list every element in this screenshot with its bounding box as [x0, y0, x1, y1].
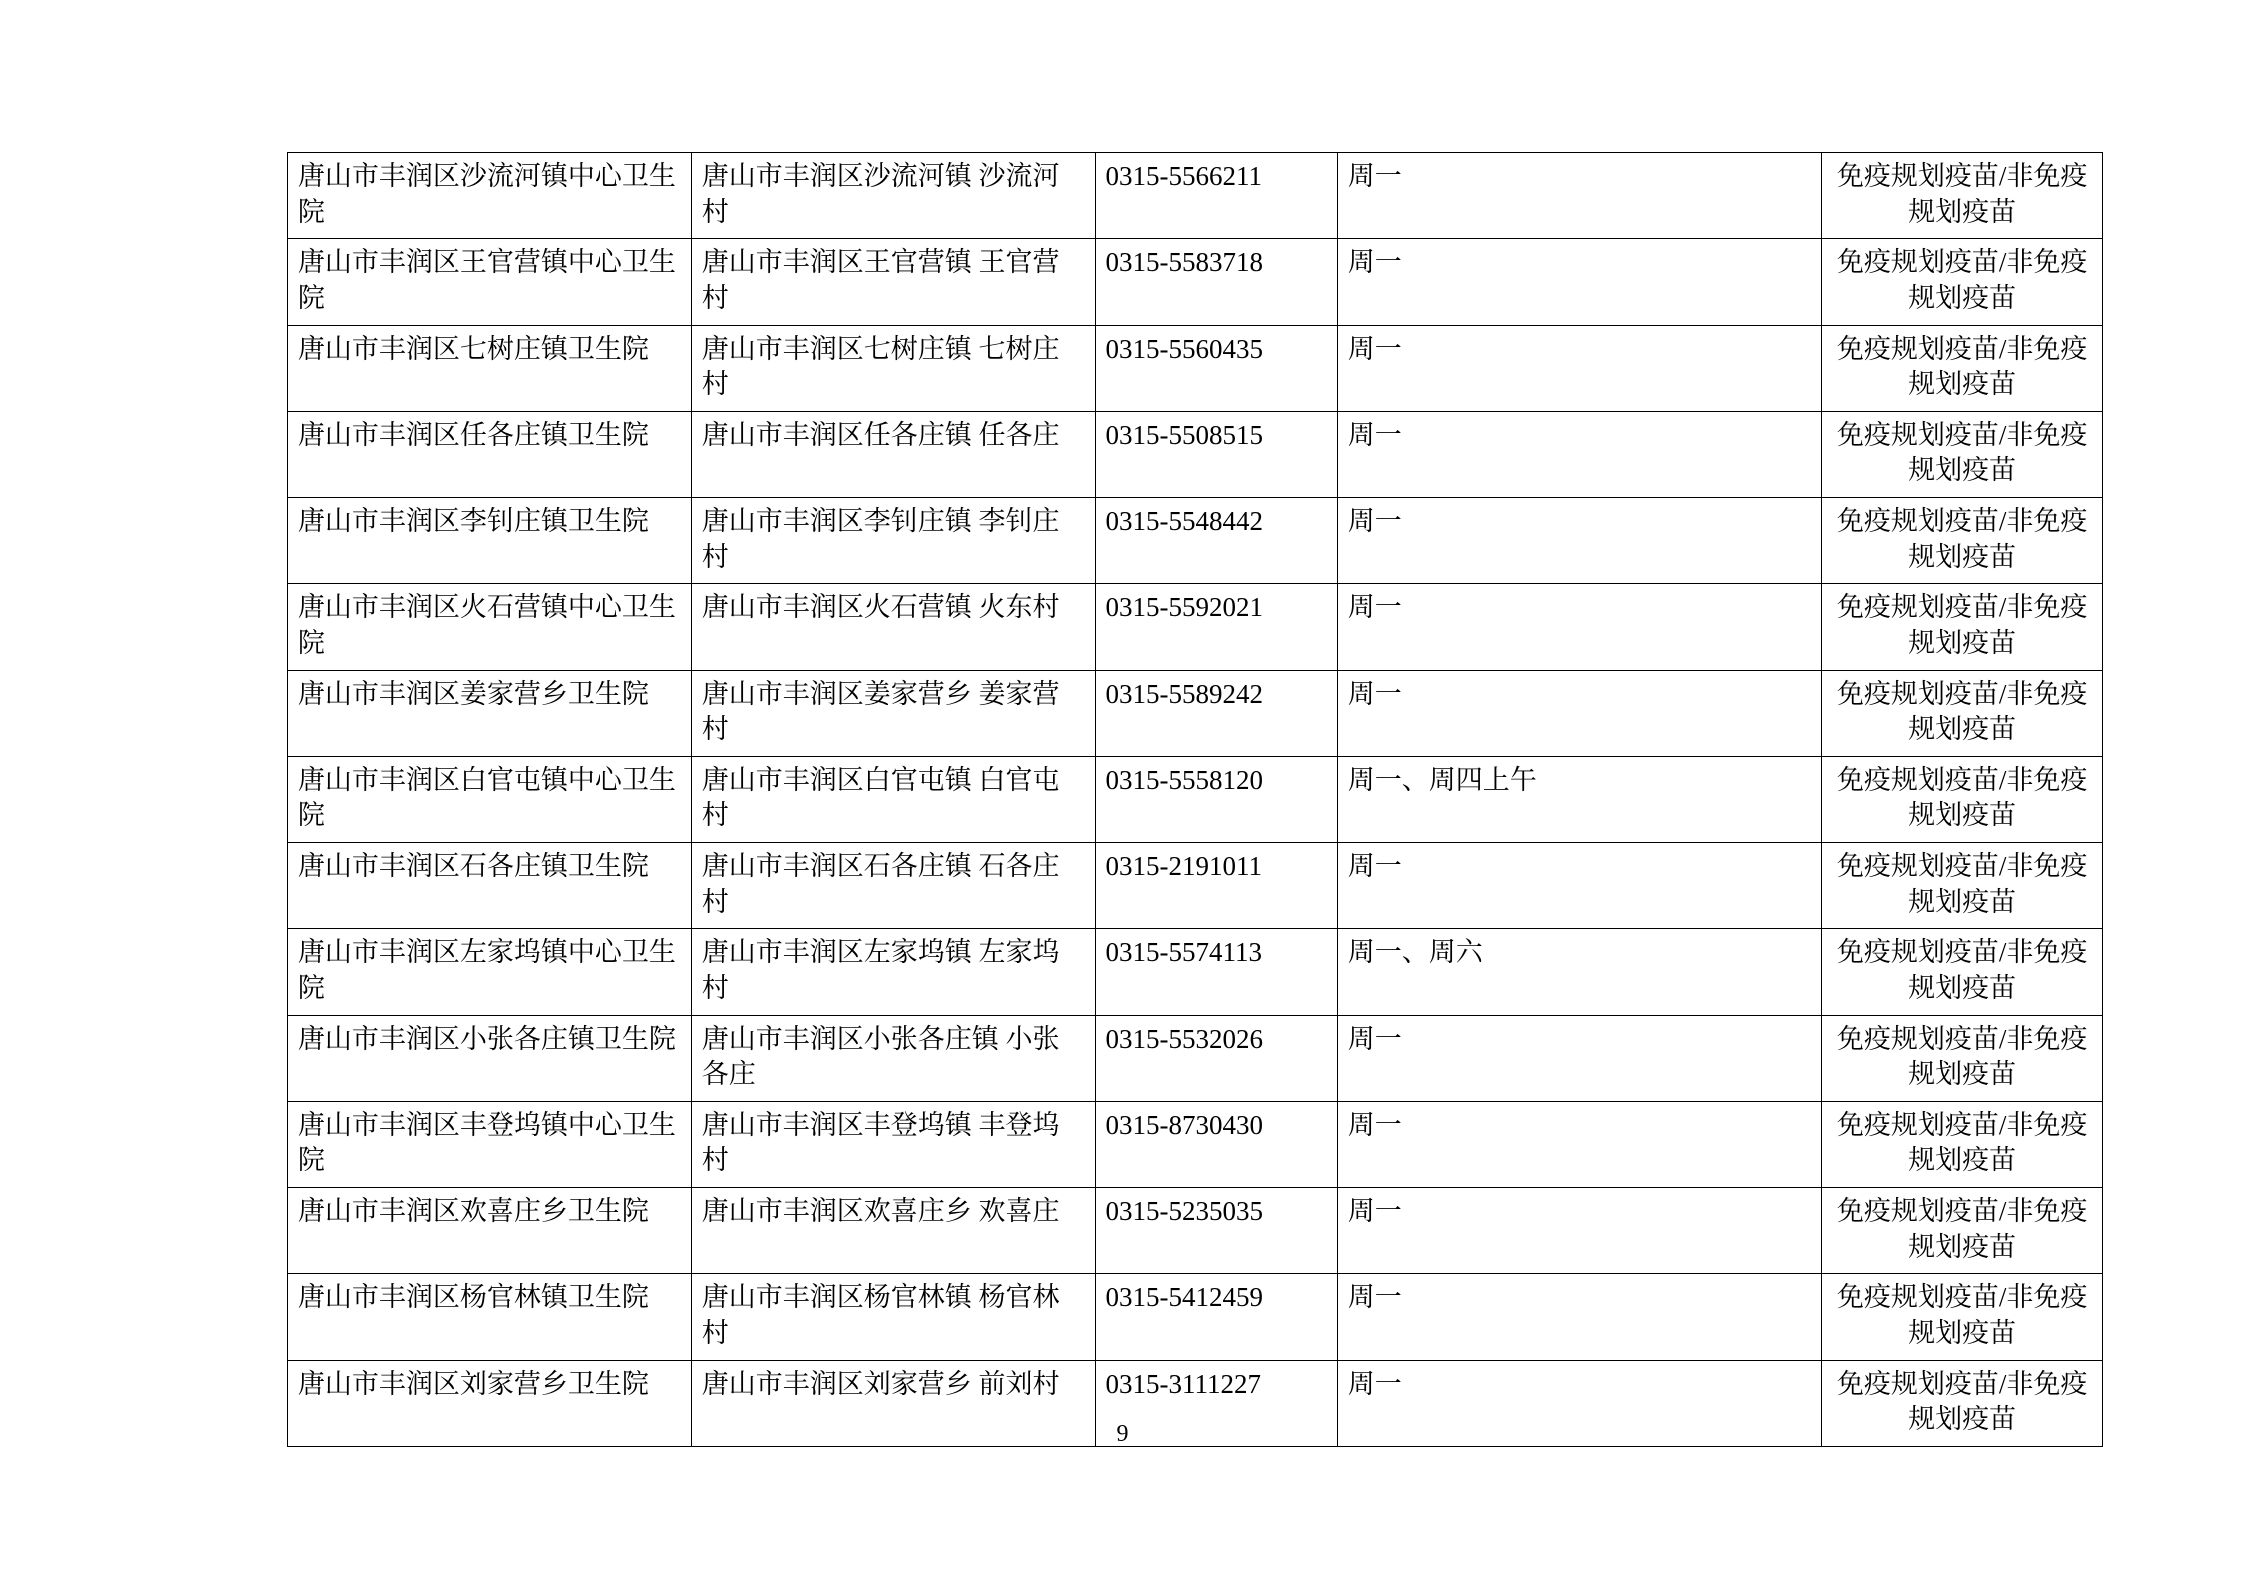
table-body: [138, 153, 2103, 1447]
row-left-margin: [138, 325, 287, 411]
site-schedule: 周一、周四上午: [1337, 756, 1822, 842]
site-address: 唐山市丰润区沙流河镇 沙流河村: [691, 153, 1095, 239]
table-row: [138, 1274, 2103, 1360]
site-phone: 0315-3111227: [1095, 1360, 1337, 1446]
row-left-margin: [138, 1188, 287, 1274]
site-name: 唐山市丰润区七树庄镇卫生院: [287, 325, 691, 411]
site-vaccine-type: 免疫规划疫苗/非免疫规划疫苗: [1822, 239, 2103, 325]
site-address: 唐山市丰润区任各庄镇 任各庄: [691, 411, 1095, 497]
site-phone: 0315-5583718: [1095, 239, 1337, 325]
site-phone: 0315-5566211: [1095, 153, 1337, 239]
site-vaccine-type: 免疫规划疫苗/非免疫规划疫苗: [1822, 1274, 2103, 1360]
site-vaccine-type: 免疫规划疫苗/非免疫规划疫苗: [1822, 1188, 2103, 1274]
site-phone: 0315-5574113: [1095, 929, 1337, 1015]
site-name: 唐山市丰润区沙流河镇中心卫生院: [287, 153, 691, 239]
site-phone: 0315-8730430: [1095, 1101, 1337, 1187]
site-name: 唐山市丰润区姜家营乡卫生院: [287, 670, 691, 756]
row-left-margin: [138, 1015, 287, 1101]
site-schedule: 周一: [1337, 843, 1822, 929]
site-vaccine-type: 免疫规划疫苗/非免疫规划疫苗: [1822, 498, 2103, 584]
site-schedule: 周一: [1337, 1274, 1822, 1360]
table-row: [138, 1188, 2103, 1274]
site-address: 唐山市丰润区左家坞镇 左家坞村: [691, 929, 1095, 1015]
site-phone: 0315-5532026: [1095, 1015, 1337, 1101]
site-phone: 0315-5589242: [1095, 670, 1337, 756]
table-row: [138, 929, 2103, 1015]
site-schedule: 周一: [1337, 1360, 1822, 1446]
table-row: [138, 1015, 2103, 1101]
site-phone: 0315-5560435: [1095, 325, 1337, 411]
site-vaccine-type: 免疫规划疫苗/非免疫规划疫苗: [1822, 153, 2103, 239]
table-row: [138, 1101, 2103, 1187]
site-name: 唐山市丰润区刘家营乡卫生院: [287, 1360, 691, 1446]
site-name: 唐山市丰润区任各庄镇卫生院: [287, 411, 691, 497]
row-left-margin: [138, 239, 287, 325]
site-name: 唐山市丰润区白官屯镇中心卫生院: [287, 756, 691, 842]
site-schedule: 周一: [1337, 498, 1822, 584]
site-phone: 0315-5235035: [1095, 1188, 1337, 1274]
vaccination-sites-table: [138, 152, 2103, 1447]
table-row: [138, 325, 2103, 411]
row-left-margin: [138, 1274, 287, 1360]
table-row: [138, 411, 2103, 497]
row-left-margin: [138, 153, 287, 239]
site-schedule: 周一: [1337, 1188, 1822, 1274]
site-name: 唐山市丰润区小张各庄镇卫生院: [287, 1015, 691, 1101]
site-name: 唐山市丰润区左家坞镇中心卫生院: [287, 929, 691, 1015]
site-address: 唐山市丰润区火石营镇 火东村: [691, 584, 1095, 670]
site-address: 唐山市丰润区丰登坞镇 丰登坞村: [691, 1101, 1095, 1187]
site-vaccine-type: 免疫规划疫苗/非免疫规划疫苗: [1822, 1101, 2103, 1187]
row-left-margin: [138, 1101, 287, 1187]
site-schedule: 周一、周六: [1337, 929, 1822, 1015]
table-row: [138, 584, 2103, 670]
site-phone: 0315-5412459: [1095, 1274, 1337, 1360]
site-vaccine-type: 免疫规划疫苗/非免疫规划疫苗: [1822, 1015, 2103, 1101]
site-phone: 0315-5558120: [1095, 756, 1337, 842]
site-vaccine-type: 免疫规划疫苗/非免疫规划疫苗: [1822, 1360, 2103, 1446]
site-phone: 0315-5508515: [1095, 411, 1337, 497]
site-address: 唐山市丰润区刘家营乡 前刘村: [691, 1360, 1095, 1446]
site-vaccine-type: 免疫规划疫苗/非免疫规划疫苗: [1822, 929, 2103, 1015]
site-name: 唐山市丰润区王官营镇中心卫生院: [287, 239, 691, 325]
site-address: 唐山市丰润区小张各庄镇 小张各庄: [691, 1015, 1095, 1101]
site-name: 唐山市丰润区李钊庄镇卫生院: [287, 498, 691, 584]
table-row: [138, 670, 2103, 756]
site-schedule: 周一: [1337, 1101, 1822, 1187]
site-phone: 0315-2191011: [1095, 843, 1337, 929]
site-schedule: 周一: [1337, 584, 1822, 670]
site-vaccine-type: 免疫规划疫苗/非免疫规划疫苗: [1822, 584, 2103, 670]
site-name: 唐山市丰润区欢喜庄乡卫生院: [287, 1188, 691, 1274]
table-row: [138, 843, 2103, 929]
site-schedule: 周一: [1337, 1015, 1822, 1101]
site-schedule: 周一: [1337, 411, 1822, 497]
page-number: 9: [1116, 1421, 1129, 1447]
site-schedule: 周一: [1337, 239, 1822, 325]
row-left-margin: [138, 756, 287, 842]
site-schedule: 周一: [1337, 670, 1822, 756]
site-address: 唐山市丰润区七树庄镇 七树庄村: [691, 325, 1095, 411]
site-vaccine-type: 免疫规划疫苗/非免疫规划疫苗: [1822, 756, 2103, 842]
site-vaccine-type: 免疫规划疫苗/非免疫规划疫苗: [1822, 325, 2103, 411]
row-left-margin: [138, 929, 287, 1015]
site-name: 唐山市丰润区石各庄镇卫生院: [287, 843, 691, 929]
row-left-margin: [138, 498, 287, 584]
site-vaccine-type: 免疫规划疫苗/非免疫规划疫苗: [1822, 670, 2103, 756]
table-row: [138, 498, 2103, 584]
site-name: 唐山市丰润区丰登坞镇中心卫生院: [287, 1101, 691, 1187]
site-address: 唐山市丰润区石各庄镇 石各庄村: [691, 843, 1095, 929]
site-address: 唐山市丰润区白官屯镇 白官屯村: [691, 756, 1095, 842]
row-left-margin: [138, 843, 287, 929]
site-name: 唐山市丰润区火石营镇中心卫生院: [287, 584, 691, 670]
site-address: 唐山市丰润区欢喜庄乡 欢喜庄: [691, 1188, 1095, 1274]
table-row: [138, 153, 2103, 239]
site-address: 唐山市丰润区杨官林镇 杨官林村: [691, 1274, 1095, 1360]
site-vaccine-type: 免疫规划疫苗/非免疫规划疫苗: [1822, 411, 2103, 497]
table-row: [138, 239, 2103, 325]
row-left-margin: [138, 670, 287, 756]
site-schedule: 周一: [1337, 153, 1822, 239]
site-address: 唐山市丰润区李钊庄镇 李钊庄村: [691, 498, 1095, 584]
row-left-margin: [138, 584, 287, 670]
site-phone: 0315-5592021: [1095, 584, 1337, 670]
site-schedule: 周一: [1337, 325, 1822, 411]
site-vaccine-type: 免疫规划疫苗/非免疫规划疫苗: [1822, 843, 2103, 929]
site-phone: 0315-5548442: [1095, 498, 1337, 584]
site-address: 唐山市丰润区姜家营乡 姜家营村: [691, 670, 1095, 756]
site-name: 唐山市丰润区杨官林镇卫生院: [287, 1274, 691, 1360]
site-address: 唐山市丰润区王官营镇 王官营村: [691, 239, 1095, 325]
row-left-margin: [138, 411, 287, 497]
table-row: [138, 756, 2103, 842]
